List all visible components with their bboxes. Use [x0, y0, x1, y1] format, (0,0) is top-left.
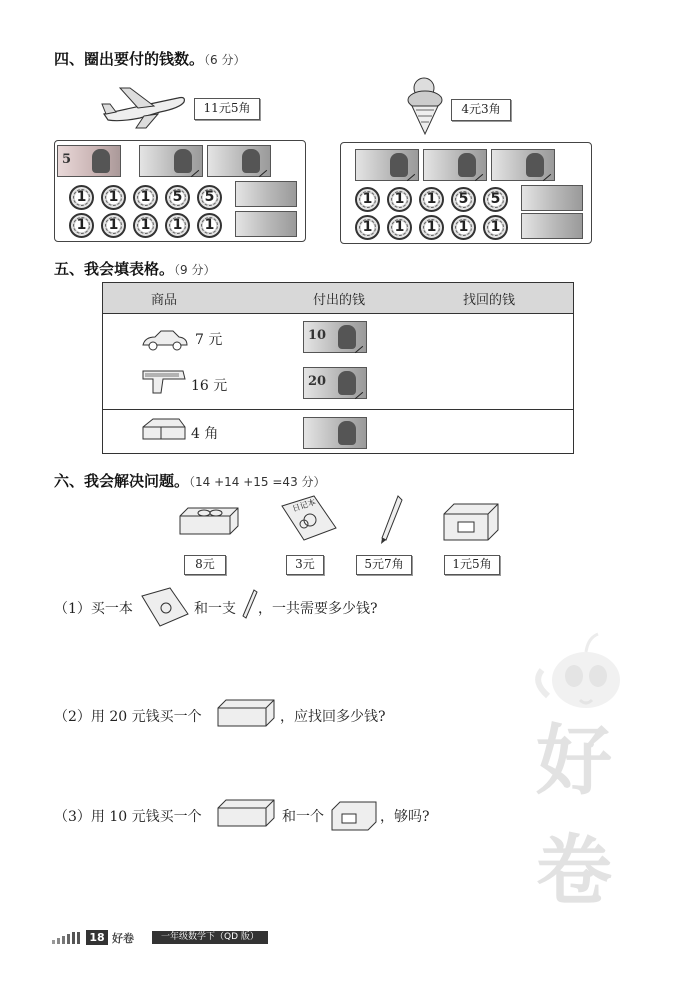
pen-icon: [376, 494, 406, 546]
bill-1-jiao[interactable]: [235, 211, 297, 237]
bill-1-yuan[interactable]: [491, 149, 555, 181]
bill-1-jiao[interactable]: [521, 213, 583, 239]
row-price: 7 元: [195, 332, 223, 348]
question-1: （1）买一本: [54, 601, 133, 617]
question-3-part-c: ，够吗?: [380, 809, 430, 825]
page-number: 18: [86, 930, 108, 945]
bill-1-jiao[interactable]: [235, 181, 297, 207]
section-5-title: [54, 258, 215, 279]
question-3-answer-area[interactable]: [54, 835, 504, 905]
row-price: 16 元: [191, 378, 228, 394]
pencil-case-icon: [214, 696, 278, 730]
bill-1-jiao[interactable]: [521, 185, 583, 211]
pencil-sharpener-icon: [328, 798, 380, 832]
coin[interactable]: 1: [355, 215, 380, 240]
header-paid: 付出的钱: [313, 293, 366, 308]
coin[interactable]: 1: [419, 187, 444, 212]
sharpener-price: 1元5角: [444, 555, 500, 575]
question-2-part-b: ，应找回多少钱?: [280, 709, 386, 725]
fill-table: [102, 282, 574, 454]
bill-10-yuan: 10: [303, 321, 367, 353]
coin[interactable]: 1: [133, 213, 158, 238]
pen-price: 5元7角: [356, 555, 412, 575]
airplane-icon: [100, 84, 188, 130]
bill-1-yuan[interactable]: [423, 149, 487, 181]
pencil-sharpener-icon: [440, 500, 502, 544]
question-2: （2）用 20 元钱买一个: [54, 709, 202, 725]
coin[interactable]: 1: [69, 213, 94, 238]
section-6-points: （14 +14 +15 =43 分）: [189, 475, 326, 489]
left-money-box: [54, 140, 306, 242]
coin[interactable]: 1: [133, 185, 158, 210]
question-3-part-b: 和一个: [282, 809, 324, 825]
change-answer-cell[interactable]: [403, 417, 563, 445]
ice-cream-price: 4元3角: [451, 99, 511, 121]
section-4-points: （6 分）: [204, 53, 246, 67]
question-2-answer-area[interactable]: [54, 735, 504, 800]
coin[interactable]: 1: [165, 213, 190, 238]
right-money-box: [340, 142, 592, 244]
section-4-title-text: 四、圈出要付的钱数。: [54, 50, 205, 68]
footer-bar: [52, 932, 272, 944]
coin[interactable]: 1: [387, 215, 412, 240]
water-gun-icon: [139, 365, 189, 397]
table-divider: [103, 409, 573, 410]
pencil-case-icon: [176, 504, 242, 538]
header-change: 找回的钱: [463, 293, 516, 308]
question-1-part-b: 和一支: [194, 601, 236, 617]
book-title: 一年级数学下（QD 版）: [152, 931, 268, 944]
section-5-title-text: 五、我会填表格。: [54, 260, 175, 278]
coin[interactable]: 1: [451, 215, 476, 240]
bill-5-yuan[interactable]: 5: [57, 145, 121, 177]
coin[interactable]: 1: [419, 215, 444, 240]
eraser-icon: [139, 415, 187, 445]
footer-dots-icon: [52, 932, 82, 944]
pencil-case-price: 8元: [184, 555, 226, 575]
pen-icon: [240, 588, 260, 622]
coin[interactable]: 1: [387, 187, 412, 212]
question-3: （3）用 10 元钱买一个: [54, 809, 202, 825]
coin[interactable]: 1: [101, 213, 126, 238]
notebook-icon: [140, 586, 192, 630]
header-goods: 商品: [151, 293, 178, 308]
section-6-title: [54, 470, 326, 491]
bill-10-yuan[interactable]: [139, 145, 203, 177]
coin[interactable]: 5: [451, 187, 476, 212]
row-price: 4 角: [191, 426, 219, 442]
notebook-label: 日记本: [291, 497, 317, 514]
section-4-title: [54, 48, 245, 69]
coin[interactable]: 1: [69, 185, 94, 210]
section-6-title-text: 六、我会解决问题。: [54, 472, 190, 490]
bill-10-yuan[interactable]: [207, 145, 271, 177]
watermark-char-1: 好: [536, 716, 612, 805]
coin[interactable]: 5: [197, 185, 222, 210]
coin[interactable]: 1: [197, 213, 222, 238]
question-1-answer-area[interactable]: [54, 625, 554, 695]
ice-cream-icon: [404, 74, 446, 136]
toy-car-icon: [141, 327, 189, 351]
mascot-icon: [528, 630, 648, 710]
coin[interactable]: 5: [483, 187, 508, 212]
plane-price: 11元5角: [194, 98, 260, 120]
change-answer-cell[interactable]: [403, 369, 563, 397]
coin[interactable]: 5: [165, 185, 190, 210]
coin[interactable]: 1: [355, 187, 380, 212]
change-answer-cell[interactable]: [403, 323, 563, 351]
watermark-char-2: 卷: [536, 826, 612, 915]
bill-20-yuan: 20: [303, 367, 367, 399]
coin[interactable]: 1: [101, 185, 126, 210]
question-1-part-c: ，一共需要多少钱?: [258, 601, 378, 617]
section-5-points: （9 分）: [174, 263, 216, 277]
pencil-case-icon: [214, 796, 278, 830]
coin[interactable]: 1: [483, 215, 508, 240]
bill-1-yuan[interactable]: [355, 149, 419, 181]
notebook-price: 3元: [286, 555, 324, 575]
footer-logo: 好卷: [112, 932, 134, 945]
bill-1-yuan: [303, 417, 367, 449]
